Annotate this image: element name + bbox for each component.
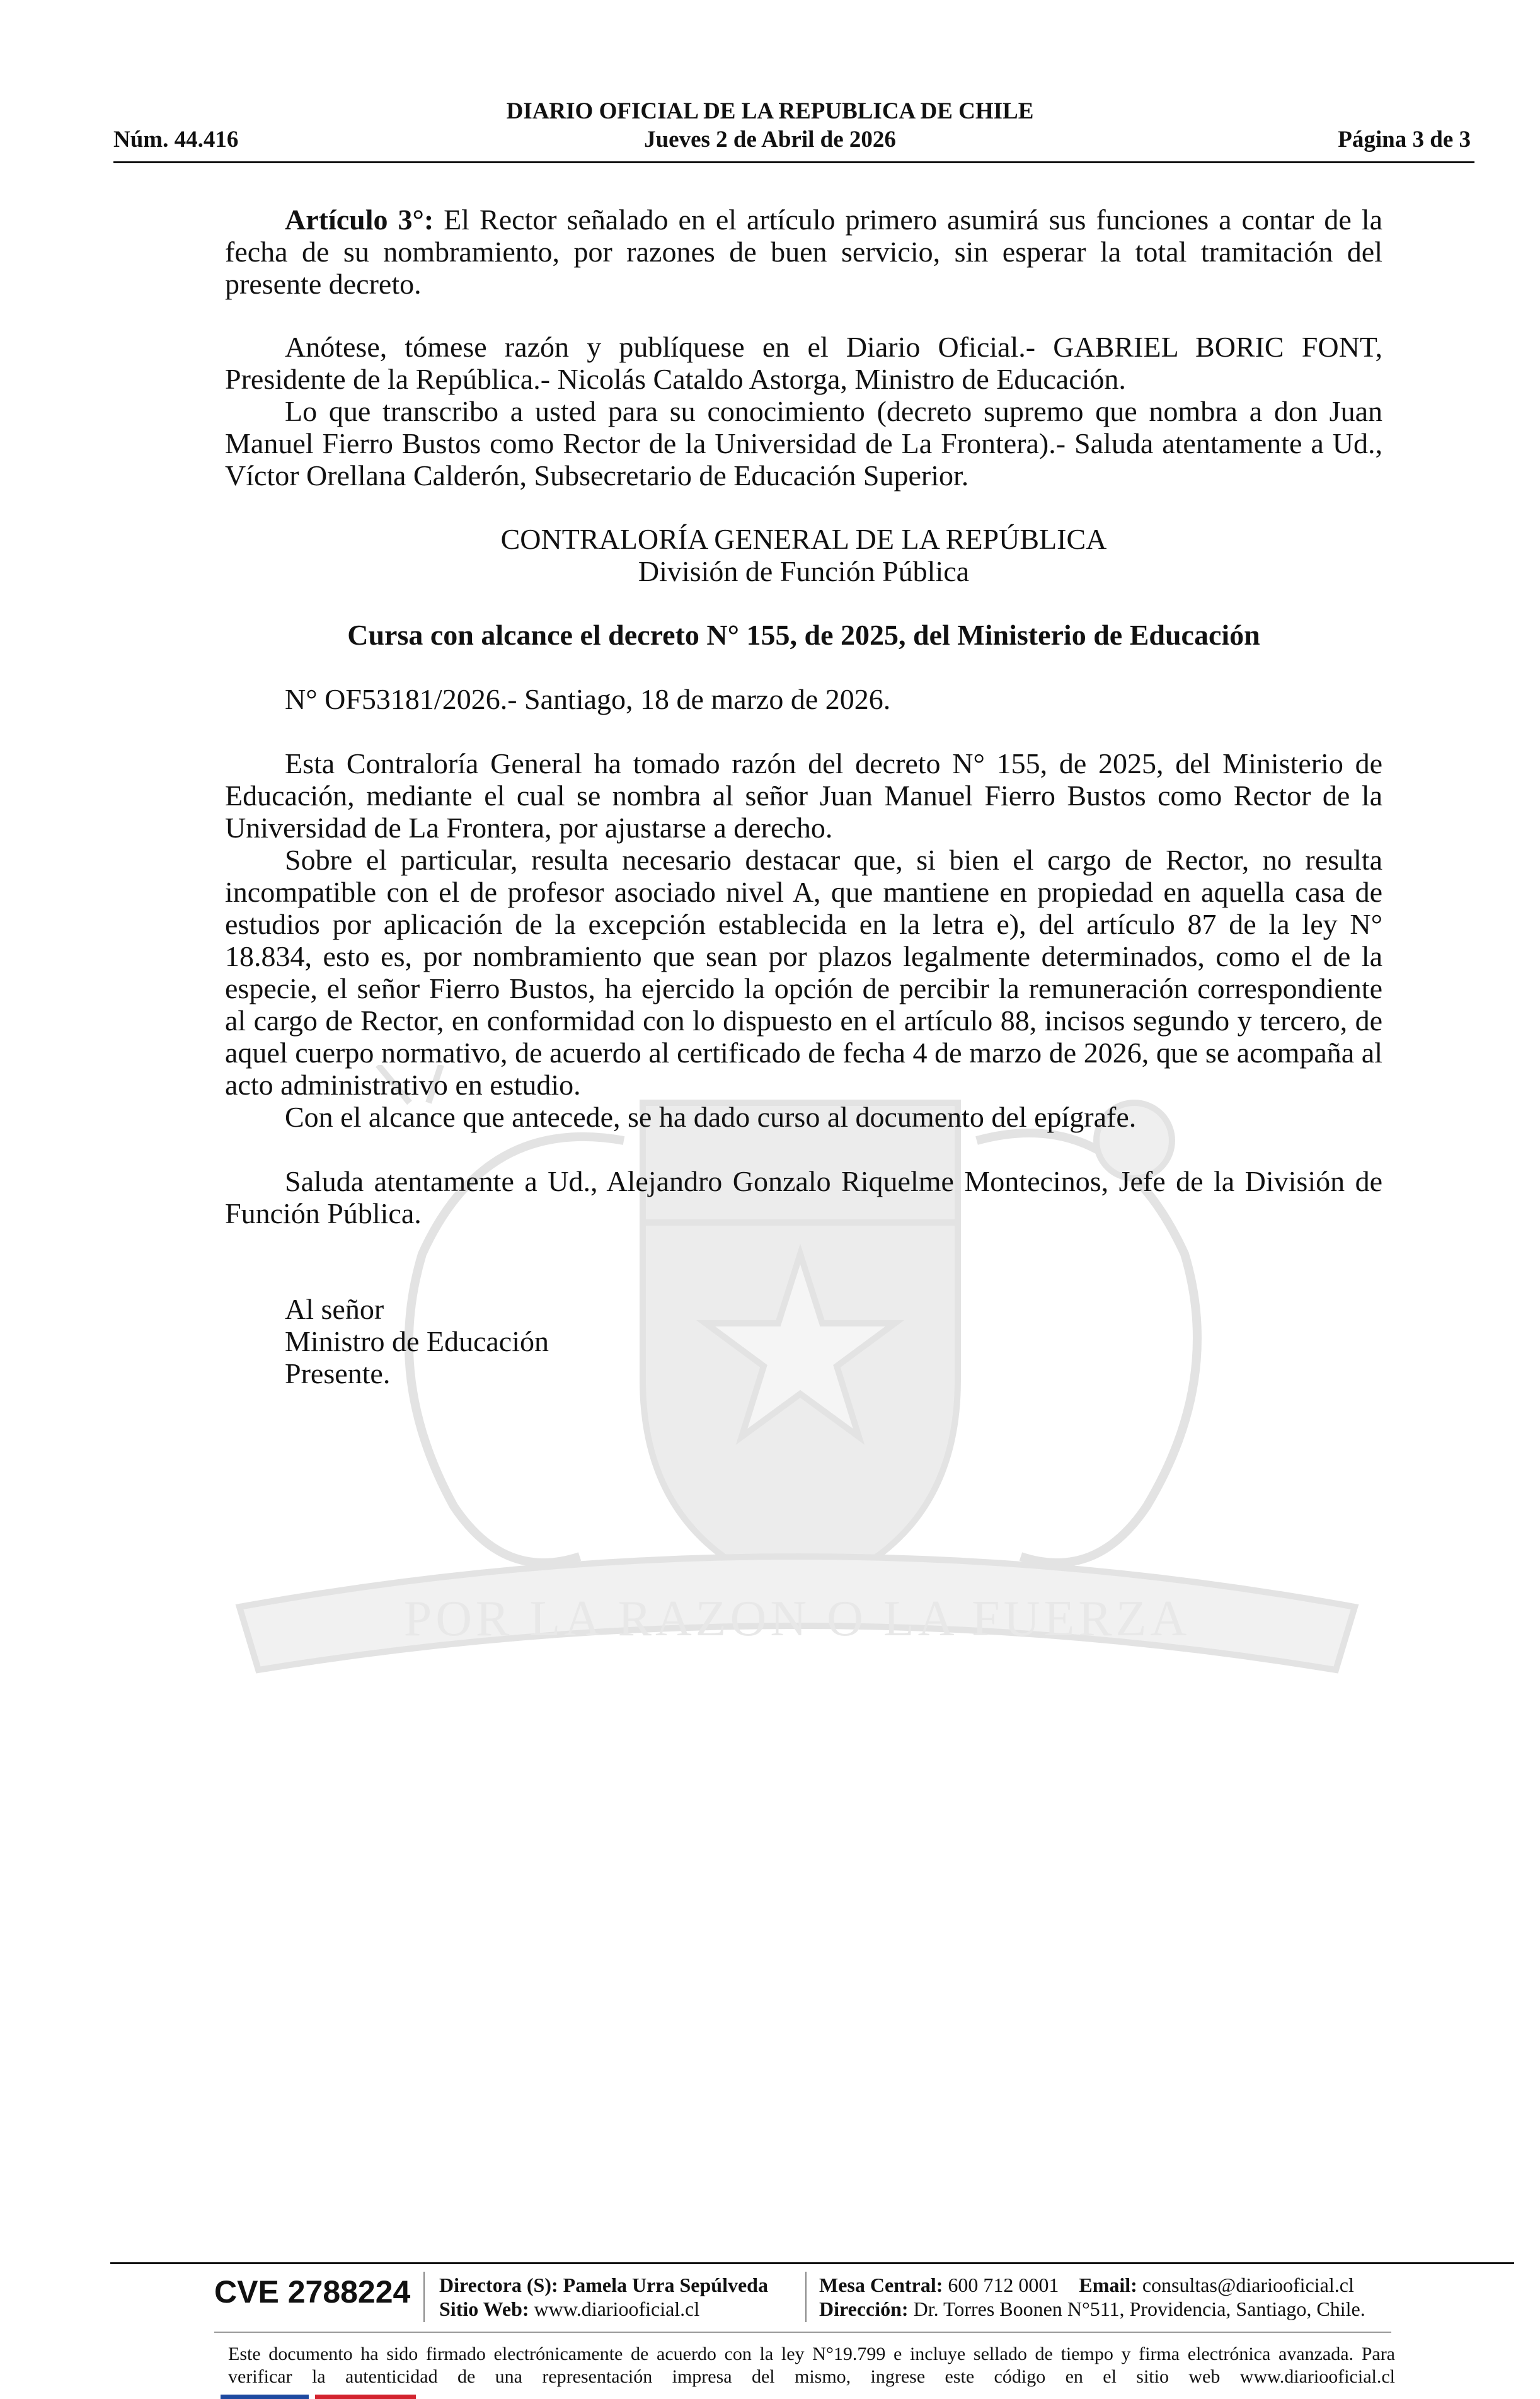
transcribo-paragraph: Lo que transcribo a usted para su conocimiento (decreto supremo que nombra a don Juan Manuel Fierro Bustos como Rector de la Universidad de La Frontera).- Saluda atentamente a Ud., Víctor Orellana Calderón, Subsecretario de Educación Superior. (225, 395, 1382, 492)
addressee-line-1: Al señor (285, 1293, 384, 1325)
page-indicator: Página 3 de 3 (1338, 127, 1471, 152)
mesa-value: 600 712 0001 (948, 2274, 1059, 2296)
cve-code: CVE 2788224 (214, 2274, 411, 2310)
anotese-paragraph: Anótese, tómese razón y publíquese en el Diario Oficial.- GABRIEL BORIC FONT, Presidente de la República.- Nicolás Cataldo Astorga, Ministro de Educación. (225, 331, 1382, 395)
newspaper-title: DIARIO OFICIAL DE LA REPUBLICA DE CHILE (506, 98, 1034, 124)
contraloria-paragraph-1: Esta Contraloría General ha tomado razón del decreto N° 155, de 2025, del Ministerio de Educación, mediante el cual se nombra al señor Juan Manuel Fierro Bustos como Rector de la Universidad de La Frontera, por ajustarse a derecho. (225, 747, 1382, 844)
contraloria-paragraph-3: Con el alcance que antecede, se ha dado curso al documento del epígrafe. (285, 1101, 1137, 1133)
watermark-motto: POR LA RAZON O LA FUERZA (403, 1591, 1191, 1647)
footer-divider-2 (214, 2332, 1391, 2333)
cursa-title: Cursa con alcance el decreto N° 155, de 2025, del Ministerio de Educación (347, 619, 1260, 651)
mesa-label: Mesa Central: (819, 2274, 943, 2296)
email-label: Email: (1079, 2274, 1137, 2296)
issue-date: Jueves 2 de Abril de 2026 (644, 127, 896, 152)
footer-mesa (819, 2273, 1354, 2297)
header-divider (113, 161, 1474, 163)
footer-directora (439, 2273, 768, 2297)
directora-label: Directora (S): (439, 2274, 558, 2296)
sitio-link[interactable]: www.diariooficial.cl (534, 2298, 700, 2320)
saluda-paragraph: Saluda atentamente a Ud., Alejandro Gonzalo Riquelme Montecinos, Jefe de la División de Función Pública. (225, 1165, 1382, 1229)
articulo-3-text: El Rector señalado en el artículo primero asumirá sus funciones a contar de la fecha de su nombramiento, por razones de buen servicio, sin esperar la total tramitación del presente decreto. (225, 204, 1383, 300)
directora-name: Pamela Urra Sepúlveda (563, 2274, 768, 2296)
sitio-label: Sitio Web: (439, 2298, 529, 2320)
footer-divider (110, 2262, 1514, 2264)
direccion-label: Dirección: (819, 2298, 909, 2320)
footer-direccion (819, 2297, 1365, 2321)
addressee-line-3: Presente. (285, 1357, 391, 1389)
issue-number: Núm. 44.416 (113, 127, 239, 152)
flag-stripe-blue (221, 2395, 309, 2399)
contraloria-paragraph-2: Sobre el particular, resulta necesario destacar que, si bien el cargo de Rector, no resulta incompatible con el de profesor asociado nivel A, que mantiene en propiedad en aquella casa de estudios por aplicación de la excepción establecida en la letra e), del artículo 87 de la ley N° 18.834, esto es, por nombramiento que sean por plazos legalmente determinados, como el de la especie, el señor Fierro Bustos, ha ejercido la opción de percibir la remuneración correspondiente al cargo de Rector, en conformidad con lo dispuesto en el artículo 88, incisos segundo y tercero, de aquel cuerpo normativo, de acuerdo al certificado de fecha 4 de marzo de 2026, que se acompaña al acto administrativo en estudio. (225, 844, 1382, 1101)
direccion-value: Dr. Torres Boonen N°511, Providencia, Santiago, Chile. (913, 2298, 1365, 2320)
contraloria-heading: CONTRALORÍA GENERAL DE LA REPÚBLICA (500, 523, 1107, 555)
email-link[interactable]: consultas@diariooficial.cl (1142, 2274, 1354, 2296)
oficio-line: N° OF53181/2026.- Santiago, 18 de marzo de 2026. (285, 683, 891, 715)
legal-notice: Este documento ha sido firmado electrónicamente de acuerdo con la ley N°19.799 e incluye sellado de tiempo y firma electrónica avanzada. Para verificar la autenticidad de una representación impresa del mismo, ingrese este código en el sitio web www.diariooficial.cl (228, 2344, 1395, 2387)
division-heading: División de Función Pública (638, 555, 970, 587)
footer-separator (805, 2272, 807, 2322)
addressee-line-2: Ministro de Educación (285, 1325, 549, 1357)
footer-sitio (439, 2297, 699, 2321)
articulo-3-paragraph (225, 204, 1382, 300)
articulo-3-label: Artículo 3°: (285, 204, 434, 236)
footer-separator (423, 2272, 425, 2322)
flag-stripe-red (315, 2395, 416, 2399)
